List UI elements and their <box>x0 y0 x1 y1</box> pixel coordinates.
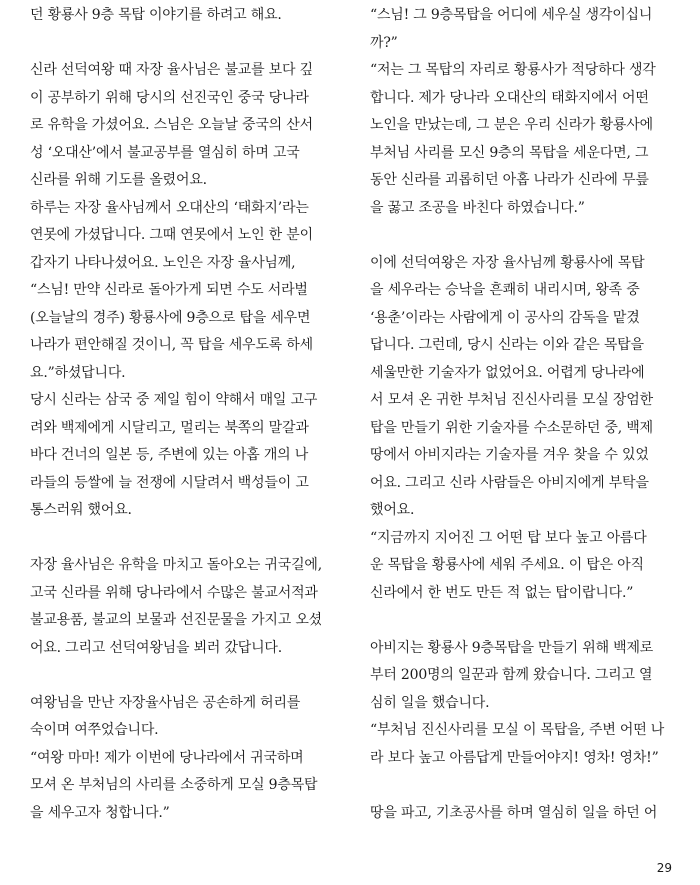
text-line: 까?” <box>370 34 398 51</box>
text-line: “저는 그 목탑의 자리로 황룡사가 적당하다 생각 <box>370 62 656 78</box>
text-line: 나라가 편안해질 것이니, 꼭 탑을 세우도록 하세 <box>30 337 313 353</box>
text-line: 불교용품, 불교의 보물과 선진문물을 가지고 오셨 <box>30 612 322 628</box>
text-line: 세울만한 기술자가 없었어요. 어렵게 당나라에 <box>370 364 645 381</box>
text-line: 서 모셔 온 귀한 부처님 진신사리를 모실 장엄한 <box>370 392 653 408</box>
blank-line <box>30 662 340 690</box>
text-line: 하루는 자장 율사님께서 오대산의 ‘태화지’라는 <box>30 199 309 216</box>
left-text-column <box>30 2 340 827</box>
text-line: 려와 백제에게 시달리고, 멀리는 북쪽의 말갈과 <box>30 419 309 436</box>
blank-line <box>370 222 680 250</box>
text-line: “여왕 마마! 제가 이번에 당나라에서 귀국하며 <box>30 749 304 766</box>
text-line: “부처님 진신사리를 모실 이 목탑을, 주변 어떤 나 <box>370 722 665 738</box>
text-line: 답니다. 그런데, 당시 신라는 이와 같은 목탑을 <box>370 337 644 353</box>
text-line: 신라 선덕여왕 때 자장 율사님은 불교를 보다 깊 <box>30 62 313 78</box>
text-line: 여왕님을 만난 자장율사님은 공손하게 허리를 <box>30 694 301 711</box>
text-line: 어요. 그리고 신라 사람들은 아비지에게 부탁을 <box>370 474 649 491</box>
text-line: 땅을 파고, 기초공사를 하며 열심히 일을 하던 어 <box>370 804 658 821</box>
text-line: “스님! 그 9층목탑을 어디에 세우실 생각이십니 <box>370 7 653 23</box>
text-line: 자장 율사님은 유학을 마치고 돌아오는 귀국길에, <box>30 557 322 573</box>
text-line: ‘용춘’이라는 사람에게 이 공사의 감독을 맡겼 <box>370 309 640 326</box>
text-line: (오늘날의 경주) 황룡사에 9층으로 탑을 세우면 <box>30 309 311 326</box>
text-line: 모셔 온 부처님의 사리를 소중하게 모실 9층목탑 <box>30 777 318 793</box>
text-line: 로 유학을 가셨어요. 스님은 오늘날 중국의 산서 <box>30 117 313 133</box>
text-line: 숙이며 여쭈었습니다. <box>30 722 159 738</box>
text-line: 고국 신라를 위해 당나라에서 수많은 불교서적과 <box>30 584 318 601</box>
text-line: 이에 선덕여왕은 자장 율사님께 황룡사에 목탑 <box>370 254 645 271</box>
text-line: 성 ‘오대산’에서 불교공부를 열심히 하며 고국 <box>30 144 300 161</box>
text-line: 이 공부하기 위해 당시의 선진국인 중국 당나라 <box>30 89 309 106</box>
text-line: 신라를 위해 기도를 올렸어요. <box>30 172 207 188</box>
text-line: 바다 건너의 일본 등, 주변에 있는 아홉 개의 나 <box>30 447 309 463</box>
blank-line <box>30 525 340 553</box>
text-line: “지금까지 지어진 그 어떤 탑 보다 높고 아름다 <box>370 529 647 546</box>
text-line: 던 황룡사 9층 목탑 이야기를 하려고 해요. <box>30 7 282 23</box>
text-line: 노인을 만났는데, 그 분은 우리 신라가 황룡사에 <box>370 117 653 133</box>
text-line: 라들의 등쌀에 늘 전쟁에 시달려서 백성들이 고 <box>30 474 309 491</box>
text-line: 동안 신라를 괴롭히던 아홉 나라가 신라에 무릎 <box>370 172 649 188</box>
text-line: “스님! 만약 신라로 돌아가게 되면 수도 서라벌 <box>30 282 308 298</box>
text-line: 을 세우고자 청합니다.” <box>30 804 170 821</box>
page-number: 29 <box>656 861 672 875</box>
text-line: 통스러워 했어요. <box>30 502 132 518</box>
right-text-column <box>370 2 680 827</box>
text-line: 탑을 만들기 위한 기술자를 수소문하던 중, 백제 <box>370 419 653 436</box>
text-line: 갑자기 나타나셨어요. 노인은 자장 율사님께, <box>30 254 296 271</box>
text-line: 어요. 그리고 선덕여왕님을 뵈러 갔답니다. <box>30 639 283 656</box>
blank-line <box>370 772 680 800</box>
blank-line <box>370 607 680 635</box>
text-line: 합니다. 제가 당나라 오대산의 태화지에서 어떤 <box>370 89 649 106</box>
blank-line <box>30 30 340 58</box>
text-line: 부터 200명의 일꾼과 함께 왔습니다. 그리고 열 <box>370 667 653 683</box>
text-line: 했어요. <box>370 502 415 518</box>
text-line: 땅에서 아비지라는 기술자를 겨우 찾을 수 있었 <box>370 447 649 463</box>
text-line: 부처님 사리를 모신 9층의 목탑을 세운다면, 그 <box>370 144 649 161</box>
text-line: 을 세우라는 승낙을 흔쾌히 내리시며, 왕족 중 <box>370 282 640 298</box>
text-line: 라 보다 높고 아름답게 만들어야지! 영차! 영차!” <box>370 749 659 766</box>
text-line: 아비지는 황룡사 9층목탑을 만들기 위해 백제로 <box>370 639 654 656</box>
text-line: 요.”하셨답니다. <box>30 364 126 381</box>
text-line: 연못에 가셨답니다. 그때 연못에서 노인 한 분이 <box>30 227 313 243</box>
text-line: 을 꿇고 조공을 바친다 하였습니다.” <box>370 199 585 216</box>
text-line: 운 목탑을 황룡사에 세워 주세요. 이 탑은 아직 <box>370 557 644 573</box>
text-line: 신라에서 한 번도 만든 적 없는 탑이랍니다.” <box>370 584 634 601</box>
text-line: 심히 일을 했습니다. <box>370 694 490 711</box>
text-line: 당시 신라는 삼국 중 제일 힘이 약해서 매일 고구 <box>30 392 318 408</box>
